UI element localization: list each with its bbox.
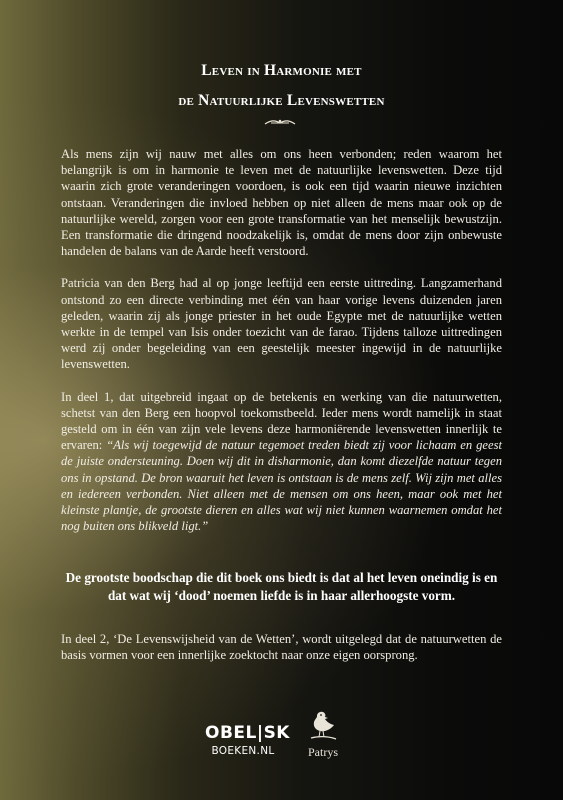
paragraph-part-two: In deel 2, ‘De Levenswijsheid van de Wetten’, wordt uitgelegd dat de natuurwetten de basis vormen voor een innerlijke zoektocht naar onze eigen oorsprong. (61, 632, 502, 663)
paragraph-intro: Als mens zijn wij nauw met alles om ons heen verbonden; reden waarom het belangrijk is om in harmonie te leven met de natuurlijke levenswetten. Deze tijd waarin zich grote veranderingen voordoen, is ook een tijd waarin nieuwe inzichten ontstaan. Veranderingen die invloed hebben op niet alleen de mens maar ook op de natuurlijke wereld, zorgen voor een grote transformatie van het menselijk bewustzijn. Een transformatie die dringend noodzakelijk is, omdat de mens door zijn onbewuste handelen de balans van de Aarde heeft verstoord. (61, 147, 502, 259)
paragraph-part-one (61, 389, 502, 535)
publisher-logos (0, 710, 563, 780)
key-message: De grootste boodschap die dit boek ons biedt is dat al het leven oneindig is en dat wat wij ‘dood’ noemen liefde is in haar allerhoogste vorm. (65, 570, 498, 603)
obelisk-sub: BOEKEN.NL (211, 745, 275, 757)
patrys-name: Patrys (308, 745, 338, 759)
title-line-1: Leven in Harmonie met (201, 62, 362, 79)
bird-icon (308, 710, 338, 744)
patrys-logo (295, 710, 351, 759)
title-line-2: de Natuurlijke Levenswetten (178, 92, 385, 109)
paragraph-author: Patricia van den Berg had al op jonge leeftijd een eerste uittreding. Langzamerhand ontstond zo een directe verbinding met één van haar vorige levens duizenden jaren geleden, waarin zij als jonge priester in het oude Egypte met de natuurlijke wetten werkte in de tempel van Isis onder toezicht van de farao. Tijdens talloze uittredingen werd zij onder begeleiding van een geestelijk meester ingewijd in de natuurlijke levenswetten. (61, 276, 502, 372)
obelisk-logo (205, 723, 290, 758)
paragraph-part-one-text: In deel 1, dat uitgebreid ingaat op de betekenis en werking van die natuurwetten, schetst van den Berg een hoopvol toekomstbeeld. Ieder mens wordt namelijk in staat gesteld om in één van zijn vele levens deze harmoniërende levenswetten innerlijk te ervaren: (61, 389, 502, 453)
obelisk-brand: OBEL|SK (205, 723, 290, 743)
description-body (61, 146, 502, 550)
book-title (0, 56, 563, 116)
quote-text: “Als wij toegewijd de natuur tegemoet treden biedt zij voor lichaam en geest de juiste ondersteuning. Doen wij dit in disharmonie, dan komt diezelfde natuur tegen ons in opstand. De bron waaruit het leven is ontstaan is de mens zelf. Wij zijn met alles en iedereen verbonden. Niet alleen met de mensen om ons heen, maar ook met het kleinste plantje, de grootste dieren en alles wat wij niet kunnen waarnemen omdat het nog buiten ons blikveld ligt.” (61, 438, 502, 534)
decorative-flourish-icon (263, 117, 297, 127)
